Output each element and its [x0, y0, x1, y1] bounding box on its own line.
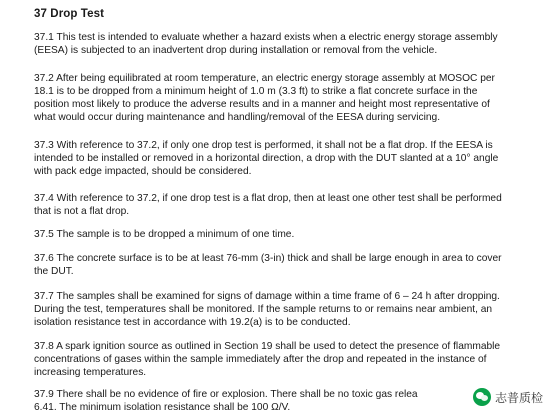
- paragraph-line: concentrations of gases within the sample immediately after the drop and repeated in the instance of: [34, 354, 487, 365]
- paragraph-line: the DUT.: [34, 266, 74, 277]
- paragraph-line: 37.5 The sample is to be dropped a minimum of one time.: [34, 229, 295, 240]
- paragraph-37-4: [34, 192, 546, 218]
- paragraph-line: increasing temperatures.: [34, 367, 147, 378]
- paragraph-line: 37.9 There shall be no evidence of fire or explosion. There shall be no toxic gas relea: [34, 389, 418, 400]
- watermark-text: 志普质检: [494, 390, 543, 405]
- paragraph-line: 37.7 The samples shall be examined for signs of damage within a time frame of 6 – 24 h after dropping.: [34, 291, 500, 302]
- paragraph-line: position most likely to produce the adverse results and in a manner and height most representative of: [34, 99, 490, 110]
- paragraph-37-1: [34, 31, 546, 57]
- paragraph-37-3: [34, 139, 546, 178]
- paragraph-line: 18.1 is to be dropped from a minimum height of 1.0 m (3.3 ft) to strike a flat concrete surface in the: [34, 86, 478, 97]
- paragraph-line: 37.8 A spark ignition source as outlined in Section 19 shall be used to detect the presence of flammable: [34, 341, 501, 352]
- paragraph-line: (EESA) is subjected to an inadvertent drop during installation or removal from the vehicle.: [34, 45, 438, 56]
- paragraph-line: that is not a flat drop.: [34, 206, 130, 217]
- paragraph-line: During the test, temperatures shall be monitored. If the sample returns to or remains near ambient, an: [34, 304, 493, 315]
- paragraph-line: intended to be installed or removed in a horizontal direction, a drop with the DUT slanted at a 10° angle: [34, 153, 499, 164]
- paragraph-line: 6.41. The minimum isolation resistance shall be 100 Ω/V.: [34, 402, 291, 413]
- paragraph-37-8: [34, 340, 546, 379]
- paragraph-37-7: [34, 290, 546, 329]
- paragraph-line: isolation resistance test in accordance with 19.2(a) is to be conducted.: [34, 317, 351, 328]
- watermark: [470, 387, 546, 407]
- wechat-icon: [473, 388, 491, 406]
- paragraph-37-6: [34, 252, 546, 278]
- paragraph-line: 37.4 With reference to 37.2, if one drop test is a flat drop, then at least one other test shall be performed: [34, 193, 502, 204]
- paragraph-37-5: [34, 228, 546, 241]
- paragraph-line: 37.2 After being equilibrated at room temperature, an electric energy storage assembly at MOSOC per: [34, 73, 495, 84]
- paragraph-line: 37.1 This test is intended to evaluate whether a hazard exists when a electric energy storage assembly: [34, 32, 498, 43]
- paragraph-line: 37.6 The concrete surface is to be at least 76-mm (3-in) thick and shall be large enough in area to cover: [34, 253, 502, 264]
- paragraph-37-2: [34, 72, 546, 124]
- paragraph-line: with pack edge impacted, should be considered.: [34, 166, 252, 177]
- paragraph-line: what would occur during maintenance and handling/removal of the EESA during servicing.: [34, 112, 441, 123]
- paragraph-line: 37.3 With reference to 37.2, if only one drop test is performed, it shall not be a flat drop. If the EESA is: [34, 140, 493, 151]
- section-heading: 37 Drop Test: [34, 8, 105, 20]
